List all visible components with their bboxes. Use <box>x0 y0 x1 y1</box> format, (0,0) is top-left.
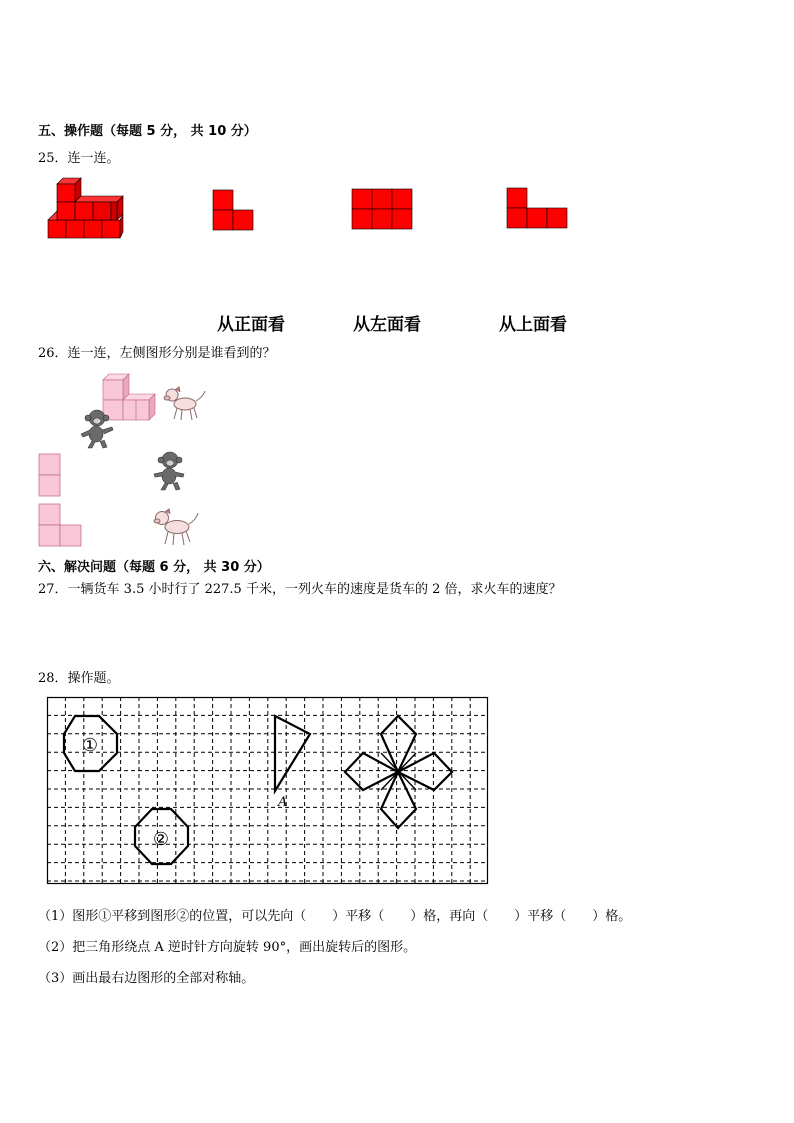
octagon-2-label: ② <box>152 829 170 850</box>
section-6-title: 六、解决问题（每题 6 分， 共 30 分） <box>38 560 270 575</box>
q26-view-column <box>38 453 62 497</box>
question-28-sub1: （1）图形①平移到图形②的位置，可以先向（ ）平移（ ）格，再向（ ）平移（ ）格。 <box>38 909 632 924</box>
q25-solid-figure <box>44 178 126 240</box>
q25-view-long-l-shape <box>507 188 569 230</box>
octagon-1-label: ① <box>81 735 99 756</box>
question-28-sub3: （3）画出最右边图形的全部对称轴。 <box>38 971 255 986</box>
question-25-text: 25．连一连。 <box>38 151 120 166</box>
question-28-sub2: （2）把三角形绕点 A 逆时针方向旋转 90°，画出旋转后的图形。 <box>38 940 417 955</box>
question-28-text: 28．操作题。 <box>38 671 120 686</box>
q25-view-rectangle <box>352 189 414 231</box>
dog-icon <box>161 386 207 422</box>
view-label-front: 从正面看 <box>217 315 285 335</box>
section-5-title: 五、操作题（每题 5 分， 共 10 分） <box>38 124 257 139</box>
point-a-label: A <box>278 795 288 810</box>
monkey-icon <box>79 408 115 450</box>
view-label-left: 从左面看 <box>353 315 421 335</box>
view-label-top: 从上面看 <box>499 315 567 335</box>
q26-view-l-shape <box>38 503 84 547</box>
kite-figure <box>345 716 452 828</box>
question-26-text: 26．连一连，左侧图形分别是谁看到的？ <box>38 346 276 361</box>
q28-grid-figure <box>47 697 489 885</box>
question-27-text: 27．一辆货车 3.5 小时行了 227.5 千米，一列火车的速度是货车的 2 倍，求火车的速度？ <box>38 582 562 597</box>
q25-view-l-shape <box>213 190 255 232</box>
monkey-icon <box>152 450 188 492</box>
dog-icon <box>151 508 201 546</box>
